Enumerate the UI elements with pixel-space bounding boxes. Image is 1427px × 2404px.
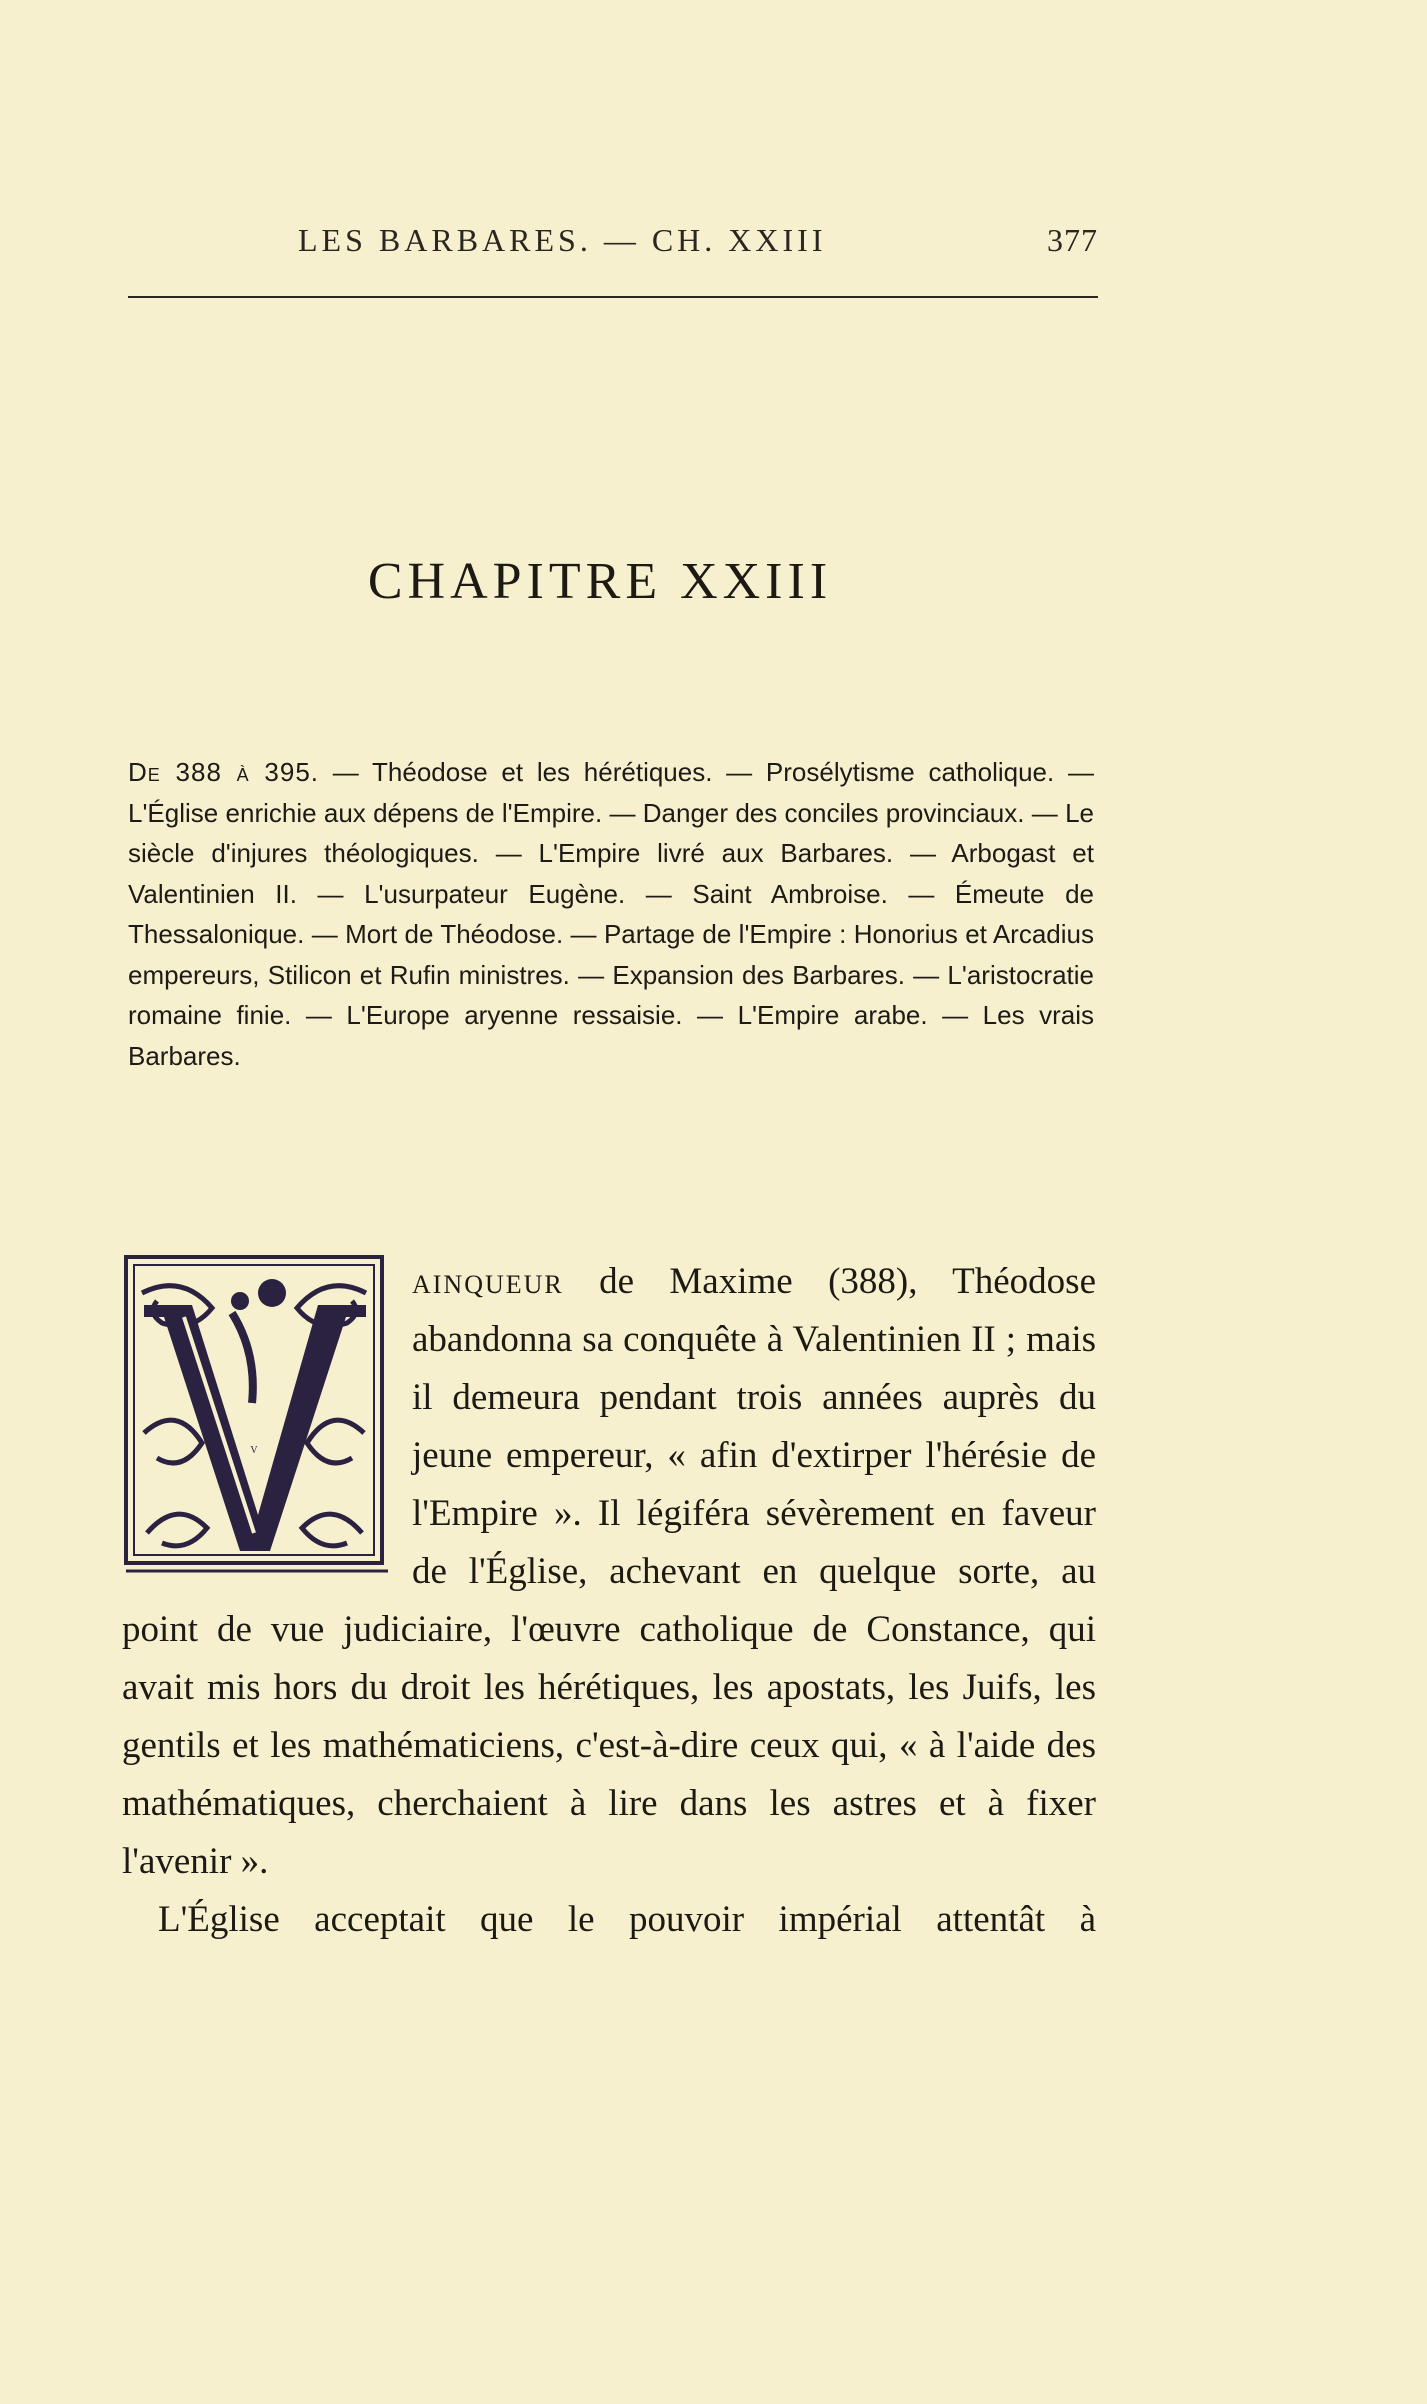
paragraph-1-text: de Maxime (388), Théodose abandonna sa conquête à Valentinien II ; mais il demeura pendant trois années auprès du jeune empereur, « afin d'extirper l'hérésie de l'Empire ». Il légiféra sévèrement en faveur de l'Église, achevant en quelque sorte, au point de vue judiciaire, l'œuvre catholique de Constance, qui avait mis hors du droit les hérétiques, les apostats, les Juifs, les gentils et les mathématiciens, c'est-à-dire ceux qui, « à l'aide des mathématiques, cherchaient à lire dans les astres et à fixer l'avenir ». xyxy=(122,1261,1096,1882)
header-rule xyxy=(128,296,1098,298)
ornamental-v-icon xyxy=(122,1253,388,1575)
svg-text:V: V xyxy=(250,1445,258,1456)
summary-dates: De 388 à 395. xyxy=(128,757,319,787)
chapter-summary xyxy=(128,752,1094,1076)
body-text xyxy=(122,1253,1096,1949)
paragraph-2: L'Église acceptait que le pouvoir impérial attentât à xyxy=(158,1899,1096,1940)
chapter-title: CHAPITRE XXIII xyxy=(367,553,833,610)
running-title: LES BARBARES. — CH. XXIII xyxy=(298,222,827,258)
first-word-rest: ainqueur xyxy=(412,1261,564,1302)
page-number: 377 xyxy=(1047,222,1098,258)
dropcap-ornament xyxy=(122,1253,388,1575)
summary-text: — Théodose et les hérétiques. — Prosélytisme catholique. — L'Église enrichie aux dépens de l'Empire. — Danger des conciles provinciaux. — Le siècle d'injures théologiques. — L'Empire livré aux Barbares. — Arbogast et Valentinien II. — L'usurpateur Eugène. — Saint Ambroise. — Émeute de Thessalonique. — Mort de Théodose. — Partage de l'Empire : Honorius et Arcadius empereurs, Stilicon et Rufin ministres. — Expansion des Barbares. — L'aristocratie romaine finie. — L'Europe aryenne ressaisie. — L'Empire arabe. — Les vrais Barbares. xyxy=(128,757,1094,1071)
